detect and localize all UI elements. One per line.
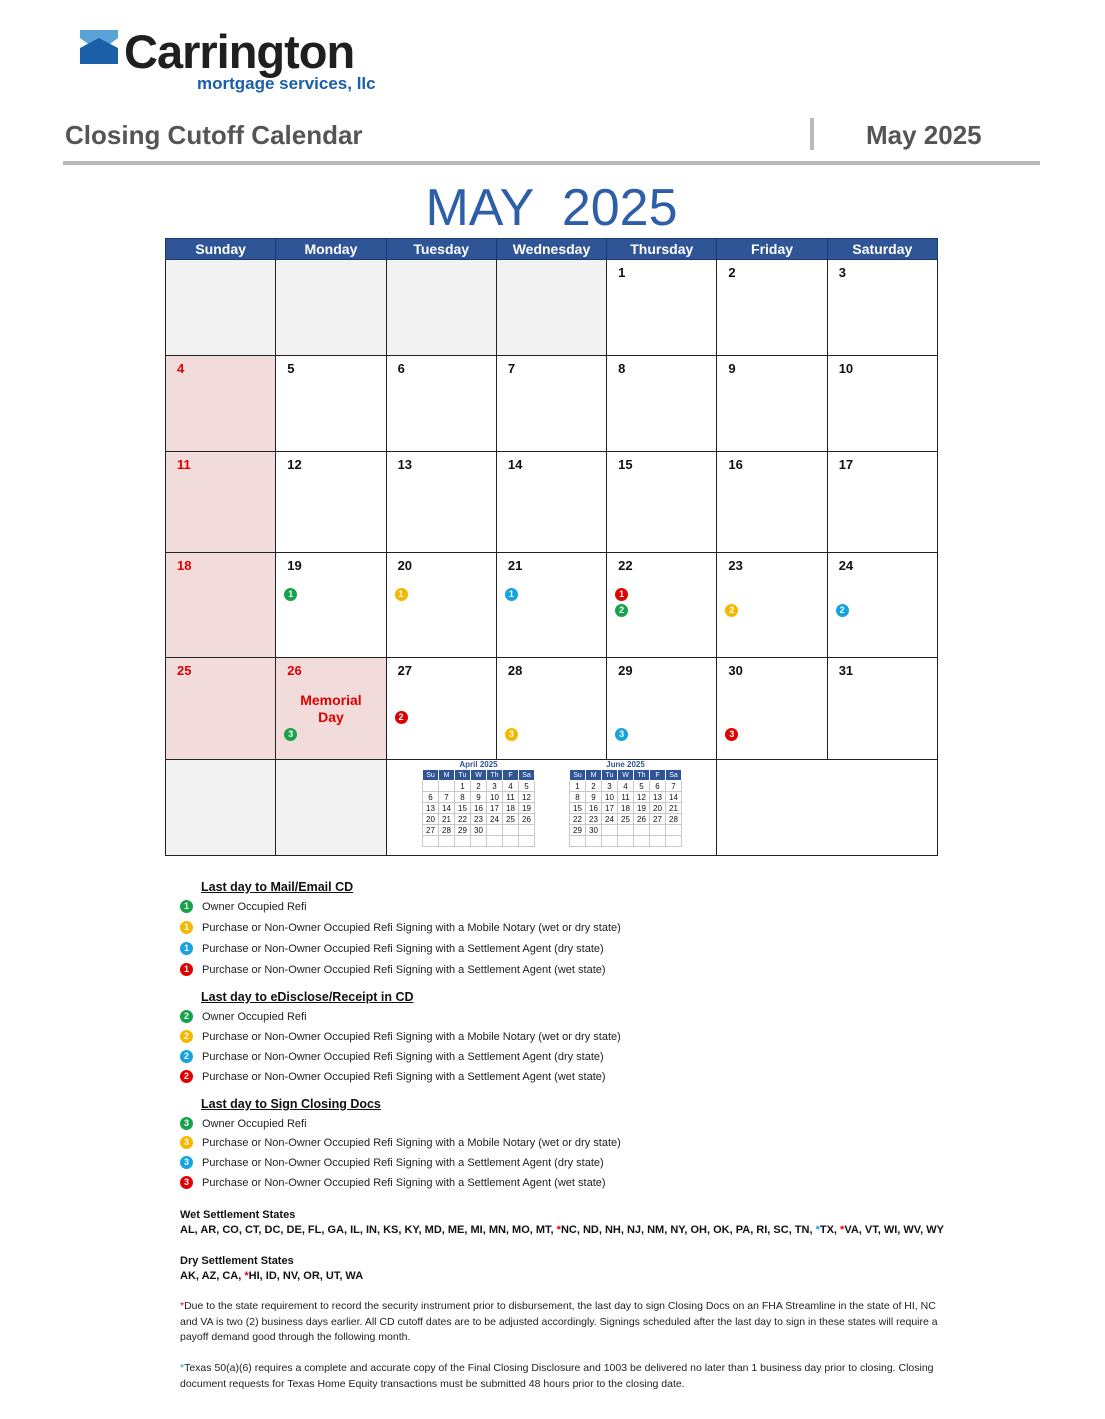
legend-heading-edisclose: Last day to eDisclose/Receipt in CD <box>201 990 414 1004</box>
day-number: 6 <box>397 361 405 376</box>
day-number: 13 <box>397 457 413 472</box>
mini-calendar-day <box>618 836 634 847</box>
mini-calendar-day: 26 <box>519 814 535 825</box>
day-number: 16 <box>728 457 743 472</box>
day-number: 27 <box>397 663 413 678</box>
mini-calendar-day: 1 <box>570 781 586 792</box>
week-row <box>166 760 938 856</box>
mini-calendar-grid <box>422 769 535 847</box>
legend-item-label: Purchase or Non-Owner Occupied Refi Signing with a Settlement Agent (wet state) <box>202 1177 606 1189</box>
day-number: 19 <box>287 558 302 573</box>
week-row <box>166 658 938 760</box>
calendar-title: MAY 2025 <box>425 179 678 237</box>
header-separator <box>810 118 814 150</box>
day-cell <box>717 356 827 452</box>
legend-item-label: Purchase or Non-Owner Occupied Refi Signing with a Mobile Notary (wet or dry state) <box>202 922 621 934</box>
mini-calendar-day: 14 <box>439 803 455 814</box>
day-cell <box>166 452 276 553</box>
mini-calendar-day: 8 <box>455 792 471 803</box>
mini-calendar-week <box>423 803 535 814</box>
mini-calendar-day: 3 <box>487 781 503 792</box>
day-number: 24 <box>838 558 854 573</box>
mini-calendar-day: 27 <box>423 825 439 836</box>
mini-calendar-day: 23 <box>586 814 602 825</box>
mini-calendar-week <box>570 781 682 792</box>
day-number: 25 <box>177 663 192 678</box>
day-number: 2 <box>728 265 736 280</box>
mini-calendar-week <box>423 825 535 836</box>
day-number: 9 <box>728 361 736 376</box>
day-number: 3 <box>838 265 846 280</box>
mini-calendar-day <box>439 781 455 792</box>
day-number: 30 <box>728 663 743 678</box>
week-row <box>166 356 938 452</box>
mini-calendar-day: 24 <box>487 814 503 825</box>
mini-calendar-day: 2 <box>471 781 487 792</box>
day-number: 5 <box>287 361 295 376</box>
mini-calendar-day: 9 <box>471 792 487 803</box>
empty-day-cell <box>386 260 496 356</box>
day-cell <box>607 356 717 452</box>
mini-weekday-header: W <box>618 770 634 781</box>
day-cell <box>276 356 386 452</box>
mini-calendar-day: 29 <box>455 825 471 836</box>
day-cell <box>827 260 937 356</box>
brand-name: Carrington <box>124 25 355 78</box>
mini-calendar-day <box>455 836 471 847</box>
mini-calendar-day: 17 <box>602 803 618 814</box>
mini-calendar-day: 20 <box>650 803 666 814</box>
mini-calendar-day: 25 <box>618 814 634 825</box>
mini-calendar-day: 17 <box>487 803 503 814</box>
mini-calendar-day <box>471 836 487 847</box>
day-cell <box>717 260 827 356</box>
mini-weekday-header: Sa <box>666 770 682 781</box>
legend-item-label: Owner Occupied Refi <box>202 1011 307 1023</box>
day-number: 23 <box>728 558 743 573</box>
mini-calendar-day: 12 <box>634 792 650 803</box>
mini-calendar-day: 16 <box>471 803 487 814</box>
day-cell <box>166 658 276 760</box>
mini-calendar-day: 7 <box>439 792 455 803</box>
marker-sign-owner-occupied: 3 <box>284 728 297 741</box>
weekday-wednesday: Wednesday <box>496 239 606 260</box>
mini-calendar-day: 11 <box>503 792 519 803</box>
mini-calendar-day: 12 <box>519 792 535 803</box>
marker-mail-settlement-dry: 1 <box>505 588 518 601</box>
mini-calendar-title: April 2025 <box>459 760 498 769</box>
day-cell <box>386 452 496 553</box>
day-cell <box>166 356 276 452</box>
week-row <box>166 452 938 553</box>
mini-calendar-day: 18 <box>503 803 519 814</box>
states-text: TX, <box>819 1224 841 1236</box>
mini-calendar-day: 13 <box>650 792 666 803</box>
mini-calendar-week <box>570 792 682 803</box>
day-cell <box>496 356 606 452</box>
day-cell <box>166 553 276 658</box>
holiday-label-line: Memorial <box>300 692 362 708</box>
wet-states-heading: Wet Settlement States <box>180 1209 296 1221</box>
marker-sign-settlement-wet: 3 <box>725 728 738 741</box>
mini-calendar-day <box>650 825 666 836</box>
marker-edisclose-settlement-wet: 2 <box>395 711 408 724</box>
legend-marker-icon: 3 <box>180 1136 193 1149</box>
weekday-sunday: Sunday <box>166 239 276 260</box>
legend-item-label: Owner Occupied Refi <box>202 1118 307 1130</box>
brand-tagline: mortgage services, llc <box>197 74 376 93</box>
mini-calendar-grid <box>569 769 682 847</box>
mini-calendar-day: 8 <box>570 792 586 803</box>
week-row <box>166 260 938 356</box>
legend-marker-icon: 3 <box>180 1117 193 1130</box>
mini-calendar-head <box>570 770 682 781</box>
day-number: 14 <box>507 457 523 472</box>
mini-calendar-day: 28 <box>666 814 682 825</box>
mini-calendar-day <box>666 825 682 836</box>
mini-calendar-day: 25 <box>503 814 519 825</box>
mini-weekday-header: F <box>503 770 519 781</box>
mini-calendar-day: 11 <box>618 792 634 803</box>
mini-calendar-head <box>423 770 535 781</box>
mini-calendar-day <box>586 836 602 847</box>
mini-calendar-day <box>602 825 618 836</box>
mini-calendar-day: 15 <box>570 803 586 814</box>
mini-calendar-day: 10 <box>487 792 503 803</box>
mini-calendar-day <box>439 836 455 847</box>
holiday-label-line: Day <box>318 709 344 725</box>
mini-calendar-day: 4 <box>503 781 519 792</box>
mini-calendar-day <box>602 836 618 847</box>
mini-calendar-day <box>487 836 503 847</box>
legend-item-label: Purchase or Non-Owner Occupied Refi Signing with a Mobile Notary (wet or dry state) <box>202 1137 621 1149</box>
day-cell <box>276 452 386 553</box>
mini-calendar-week <box>423 781 535 792</box>
mini-weekday-header: M <box>439 770 455 781</box>
day-number: 12 <box>287 457 302 472</box>
day-number: 1 <box>618 265 626 280</box>
mini-weekday-header: Th <box>487 770 503 781</box>
note-text: Due to the state requirement to record the security instrument prior to disbursement, the last day to sign Closing Docs on an FHA Streamline in the state of HI, NC and VA is two (2) business days earlier. All CD cutoff dates are to be adjusted accordingly. Signings scheduled after the last day to sign in these states will require a payoff demand good through the following month. <box>180 1300 938 1343</box>
mini-calendar-day <box>570 836 586 847</box>
mini-calendar-day: 5 <box>634 781 650 792</box>
mini-calendar-day: 7 <box>666 781 682 792</box>
mini-calendar-day: 27 <box>650 814 666 825</box>
blue-asterisk: * <box>815 1224 820 1236</box>
weekday-saturday: Saturday <box>827 239 937 260</box>
states-text: HI, ID, NV, OR, UT, WA <box>248 1270 364 1282</box>
dry-states-heading: Dry Settlement States <box>180 1255 294 1267</box>
mini-calendar-week <box>570 803 682 814</box>
mini-calendar-april <box>422 760 535 847</box>
mini-calendar-day: 5 <box>519 781 535 792</box>
mini-weekday-header: Tu <box>602 770 618 781</box>
red-asterisk: * <box>840 1224 845 1236</box>
note-text: Texas 50(a)(6) requires a complete and accurate copy of the Final Closing Disclosure and 1003 be delivered no later than 1 business day prior to closing. Closing document requests for Texas Home Equity transactions must be submitted 48 hours prior to the closing date. <box>180 1362 934 1390</box>
mini-calendar-day: 28 <box>439 825 455 836</box>
mini-calendar-day: 19 <box>634 803 650 814</box>
day-cell <box>386 658 496 760</box>
day-number: 15 <box>618 457 633 472</box>
red-asterisk: * <box>556 1224 561 1236</box>
legend-marker-icon: 3 <box>180 1176 193 1189</box>
day-cell <box>827 452 937 553</box>
day-cell <box>607 452 717 553</box>
legend-marker-icon: 2 <box>180 1030 193 1043</box>
marker-edisclose-owner-occupied: 2 <box>615 604 628 617</box>
month-calendar <box>165 238 938 856</box>
mini-calendar-day <box>487 825 503 836</box>
mini-calendar-day: 24 <box>602 814 618 825</box>
mini-weekday-header: Tu <box>455 770 471 781</box>
logo-mark-icon <box>80 30 118 64</box>
dry-states-list <box>180 1270 363 1282</box>
mini-calendar-day: 15 <box>455 803 471 814</box>
mini-calendar-day: 6 <box>423 792 439 803</box>
mini-calendar-day <box>650 836 666 847</box>
mini-calendar-day: 3 <box>602 781 618 792</box>
marker-edisclose-mobile-notary: 2 <box>725 604 738 617</box>
mini-calendar-day: 4 <box>618 781 634 792</box>
empty-footer-cell <box>717 760 938 856</box>
legend-marker-icon: 1 <box>180 942 193 955</box>
header-rule <box>63 161 1040 165</box>
legend-marker-icon: 1 <box>180 921 193 934</box>
day-cell <box>607 658 717 760</box>
empty-day-cell <box>496 260 606 356</box>
day-number: 21 <box>507 558 523 573</box>
day-cell <box>386 553 496 658</box>
mini-calendar-day: 22 <box>570 814 586 825</box>
page-title: Closing Cutoff Calendar <box>65 120 363 150</box>
day-cell <box>827 658 937 760</box>
mini-calendar-day <box>519 825 535 836</box>
mini-calendar-day <box>423 836 439 847</box>
mini-calendar-day: 21 <box>439 814 455 825</box>
empty-day-cell <box>166 760 276 856</box>
marker-sign-mobile-notary: 3 <box>505 728 518 741</box>
mini-calendar-week <box>570 825 682 836</box>
day-cell <box>276 553 386 658</box>
day-number: 4 <box>177 361 185 376</box>
legend-item-label: Purchase or Non-Owner Occupied Refi Signing with a Settlement Agent (wet state) <box>202 1071 606 1083</box>
legend-marker-icon: 2 <box>180 1050 193 1063</box>
day-number: 28 <box>507 663 523 678</box>
mini-calendar-day: 16 <box>586 803 602 814</box>
legend-item-label: Purchase or Non-Owner Occupied Refi Signing with a Settlement Agent (dry state) <box>202 1157 604 1169</box>
mini-calendar-day: 26 <box>634 814 650 825</box>
mini-weekday-header: W <box>471 770 487 781</box>
mini-calendar-day <box>618 825 634 836</box>
mini-weekday-header: Su <box>570 770 586 781</box>
day-number: 18 <box>177 558 192 573</box>
day-cell <box>496 553 606 658</box>
day-number: 26 <box>287 663 302 678</box>
mini-calendar-week <box>570 836 682 847</box>
weekday-monday: Monday <box>276 239 386 260</box>
mini-weekday-header: Sa <box>519 770 535 781</box>
day-cell <box>496 658 606 760</box>
day-cell <box>496 452 606 553</box>
mini-calendar-day: 21 <box>666 803 682 814</box>
day-cell <box>827 553 937 658</box>
day-number: 20 <box>397 558 413 573</box>
day-cell <box>607 553 717 658</box>
legend-marker-icon: 2 <box>180 1070 193 1083</box>
mini-calendar-week <box>423 814 535 825</box>
holiday-day-cell <box>276 658 386 760</box>
day-number: 31 <box>838 663 854 678</box>
states-text: VA, VT, WI, WV, WY <box>844 1224 944 1236</box>
mini-calendar-day: 10 <box>602 792 618 803</box>
marker-mail-owner-occupied: 1 <box>284 588 297 601</box>
mini-calendar-june <box>569 760 682 847</box>
wet-states-list <box>180 1224 944 1236</box>
weekday-tuesday: Tuesday <box>386 239 496 260</box>
mini-calendar-day <box>503 836 519 847</box>
mini-weekday-header: M <box>586 770 602 781</box>
states-text: AK, AZ, CA, <box>180 1270 245 1282</box>
marker-sign-settlement-dry: 3 <box>615 728 628 741</box>
legend-marker-icon: 2 <box>180 1010 193 1023</box>
mini-weekday-header: Th <box>634 770 650 781</box>
mini-calendar-day: 2 <box>586 781 602 792</box>
weekday-friday: Friday <box>717 239 827 260</box>
day-number: 11 <box>177 457 191 472</box>
legend-item-label: Purchase or Non-Owner Occupied Refi Signing with a Settlement Agent (wet state) <box>202 964 606 976</box>
marker-mail-mobile-notary: 1 <box>395 588 408 601</box>
day-number: 22 <box>618 558 633 573</box>
carrington-logo <box>80 26 400 96</box>
legend-heading-sign: Last day to Sign Closing Docs <box>201 1097 381 1111</box>
day-number: 17 <box>838 457 854 472</box>
day-number: 29 <box>618 663 633 678</box>
mini-calendar-day: 22 <box>455 814 471 825</box>
mini-calendar-day <box>503 825 519 836</box>
mini-calendar-day: 18 <box>618 803 634 814</box>
mini-calendar-day: 30 <box>586 825 602 836</box>
mini-calendar-day <box>423 781 439 792</box>
mini-calendar-day: 30 <box>471 825 487 836</box>
mini-calendar-day: 23 <box>471 814 487 825</box>
mini-calendar-title: June 2025 <box>606 760 645 769</box>
mini-calendar-day: 19 <box>519 803 535 814</box>
texas-note <box>180 1361 940 1392</box>
marker-mail-settlement-wet: 1 <box>615 588 628 601</box>
legend-marker-icon: 3 <box>180 1156 193 1169</box>
mini-weekday-header: Su <box>423 770 439 781</box>
legend-item-label: Owner Occupied Refi <box>202 901 307 913</box>
weekday-header-row <box>166 239 938 260</box>
day-number: 7 <box>507 361 516 376</box>
mini-calendar-day: 29 <box>570 825 586 836</box>
day-number: 8 <box>618 361 626 376</box>
mini-calendar-day: 20 <box>423 814 439 825</box>
mini-weekday-header: F <box>650 770 666 781</box>
states-text: AL, AR, CO, CT, DC, DE, FL, GA, IL, IN, KS, KY, MD, ME, MI, MN, MO, MT, <box>180 1224 557 1236</box>
mini-calendar-week <box>423 836 535 847</box>
day-cell <box>607 260 717 356</box>
day-cell <box>717 452 827 553</box>
legend-marker-icon: 1 <box>180 963 193 976</box>
empty-day-cell <box>166 260 276 356</box>
marker-edisclose-settlement-dry: 2 <box>836 604 849 617</box>
mini-calendar-week <box>423 792 535 803</box>
mini-calendar-week <box>570 814 682 825</box>
mini-calendar-day: 14 <box>666 792 682 803</box>
legend-heading-mail: Last day to Mail/Email CD <box>201 880 354 894</box>
mini-calendar-day: 13 <box>423 803 439 814</box>
mini-calendar-day <box>634 836 650 847</box>
mini-calendar-day <box>634 825 650 836</box>
day-cell <box>827 356 937 452</box>
legend-marker-icon: 1 <box>180 900 193 913</box>
header-month: May 2025 <box>866 120 982 150</box>
states-text: NC, ND, NH, NJ, NM, NY, OH, OK, PA, RI, SC, TN, <box>560 1224 816 1236</box>
fha-streamline-note <box>180 1299 940 1346</box>
mini-calendar-day: 9 <box>586 792 602 803</box>
red-asterisk: * <box>180 1300 185 1312</box>
empty-day-cell <box>276 760 386 856</box>
week-row <box>166 553 938 658</box>
legend-item-label: Purchase or Non-Owner Occupied Refi Signing with a Settlement Agent (dry state) <box>202 1051 604 1063</box>
day-cell <box>717 553 827 658</box>
mini-calendar-day <box>666 836 682 847</box>
blue-asterisk: * <box>180 1362 185 1374</box>
mini-calendar-day: 1 <box>455 781 471 792</box>
legend-item-label: Purchase or Non-Owner Occupied Refi Signing with a Settlement Agent (dry state) <box>202 943 604 955</box>
day-number: 10 <box>838 361 854 376</box>
empty-day-cell <box>276 260 386 356</box>
weekday-thursday: Thursday <box>607 239 717 260</box>
red-asterisk: * <box>244 1270 249 1282</box>
mini-calendar-day <box>519 836 535 847</box>
mini-calendar-day: 6 <box>650 781 666 792</box>
legend-item-label: Purchase or Non-Owner Occupied Refi Signing with a Mobile Notary (wet or dry state) <box>202 1031 621 1043</box>
holiday-label <box>276 692 385 726</box>
day-cell <box>386 356 496 452</box>
day-cell <box>717 658 827 760</box>
